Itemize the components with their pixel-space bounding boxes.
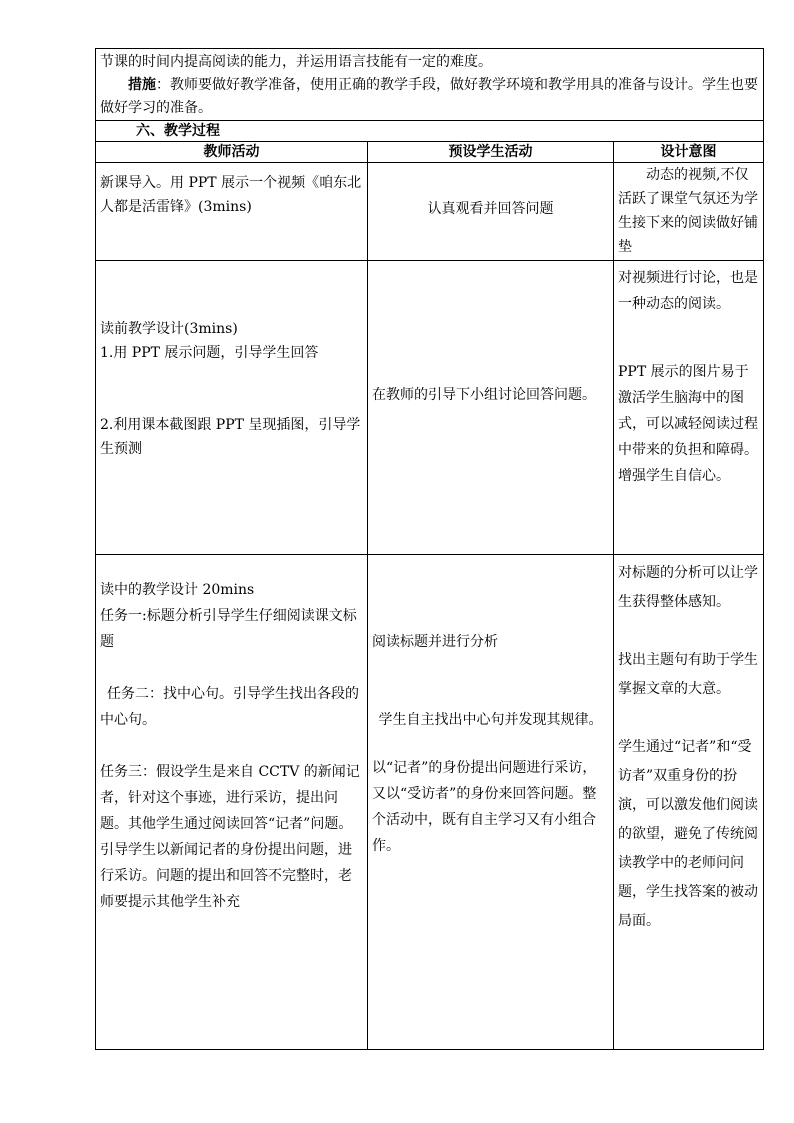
student-activity-cell <box>368 555 614 1050</box>
measures-label: 措施 <box>128 77 156 93</box>
teacher-activity-cell <box>96 555 368 1050</box>
design-intent-cell <box>614 261 764 555</box>
teacher-activity-text: 2.利用课本截图跟 PPT 呈现插图，引导学生预测 <box>100 417 361 457</box>
teacher-activity-text: 任务一:标题分析引导学生仔细阅读课文标题 <box>100 608 357 650</box>
teacher-activity-text: 新课导入。用 PPT 展示一个视频《咱东北人都是活雷锋》(3mins) <box>100 175 362 215</box>
design-intent-text: PPT 展示的图片易于激活学生脑海中的图式，可以减轻阅读过程中带来的负担和障碍。增强学生自信心。 <box>618 364 758 484</box>
student-activity-text: 学生自主找出中心句并发现其规律。 <box>378 712 603 728</box>
teacher-activity-text: 1.用 PPT 展示问题，引导学生回答 <box>100 345 319 361</box>
teacher-activity-cell <box>96 163 368 261</box>
design-intent-text: 对视频进行讨论，也是一种动态的阅读。 <box>618 270 758 312</box>
student-activity-text: 认真观看并回答问题 <box>427 201 554 217</box>
section-title: 六、教学过程 <box>96 121 764 142</box>
intro-line: 节课的时间内提高阅读的能力，并运用语言技能有一定的难度。 <box>100 54 492 70</box>
teacher-activity-text: 读中的教学设计 20mins <box>100 582 255 598</box>
measures-text: ：教师要做好教学准备，使用正确的教学手段，做好教学环境和教学用具的准备与设计。学生也要做好学习的准备。 <box>100 77 758 116</box>
student-activity-text: 以“记者”的身份提出问题进行采访，又以“受访者”的身份来回答问题。整个活动中，既有自主学习又有小组合作。 <box>372 760 597 854</box>
measures-paragraph <box>100 74 759 120</box>
table-row <box>96 555 764 1050</box>
teacher-activity-text: 任务二：找中心句。引导学生找出各段的中心句。 <box>100 686 359 728</box>
teacher-activity-cell <box>96 261 368 555</box>
design-intent-text: 找出主题句有助于学生掌握文章的大意。 <box>618 652 758 697</box>
header-teacher-activity: 教师活动 <box>96 142 368 163</box>
teacher-activity-text: 读前教学设计(3mins) <box>100 321 238 337</box>
student-activity-text: 阅读标题并进行分析 <box>372 634 498 650</box>
lesson-plan-table <box>95 48 764 1050</box>
design-intent-cell <box>614 163 764 261</box>
student-activity-cell <box>368 261 614 555</box>
header-design-intent: 设计意图 <box>614 142 764 163</box>
intro-row <box>96 49 764 121</box>
table-row <box>96 261 764 555</box>
table-header-row <box>96 142 764 163</box>
teacher-activity-text: 任务三：假设学生是来自 CCTV 的新闻记者，针对这个事迹，进行采访，提出问题。其他学生通过阅读回答“记者”问题。引导学生以新闻记者的身份提出问题，进行采访。问题的提出和回答不完整时，老师要提示其他学生补充 <box>100 764 360 910</box>
design-intent-text: 对标题的分析可以让学生获得整体感知。 <box>618 565 758 610</box>
student-activity-cell <box>368 163 614 261</box>
header-student-activity: 预设学生活动 <box>368 142 614 163</box>
section-row <box>96 121 764 142</box>
table-row <box>96 163 764 261</box>
design-intent-cell <box>614 555 764 1050</box>
student-activity-text: 在教师的引导下小组讨论回答问题。 <box>372 387 596 403</box>
design-intent-text: 动态的视频,不仅活跃了课堂气氛还为学生接下来的阅读做好铺垫 <box>618 167 758 255</box>
intro-cell <box>96 49 764 121</box>
design-intent-text: 学生通过“记者”和“受访者”双重身份的扮演，可以激发他们阅读的欲望，避免了传统阅读教学中的老师问问题，学生找答案的被动局面。 <box>618 739 758 929</box>
